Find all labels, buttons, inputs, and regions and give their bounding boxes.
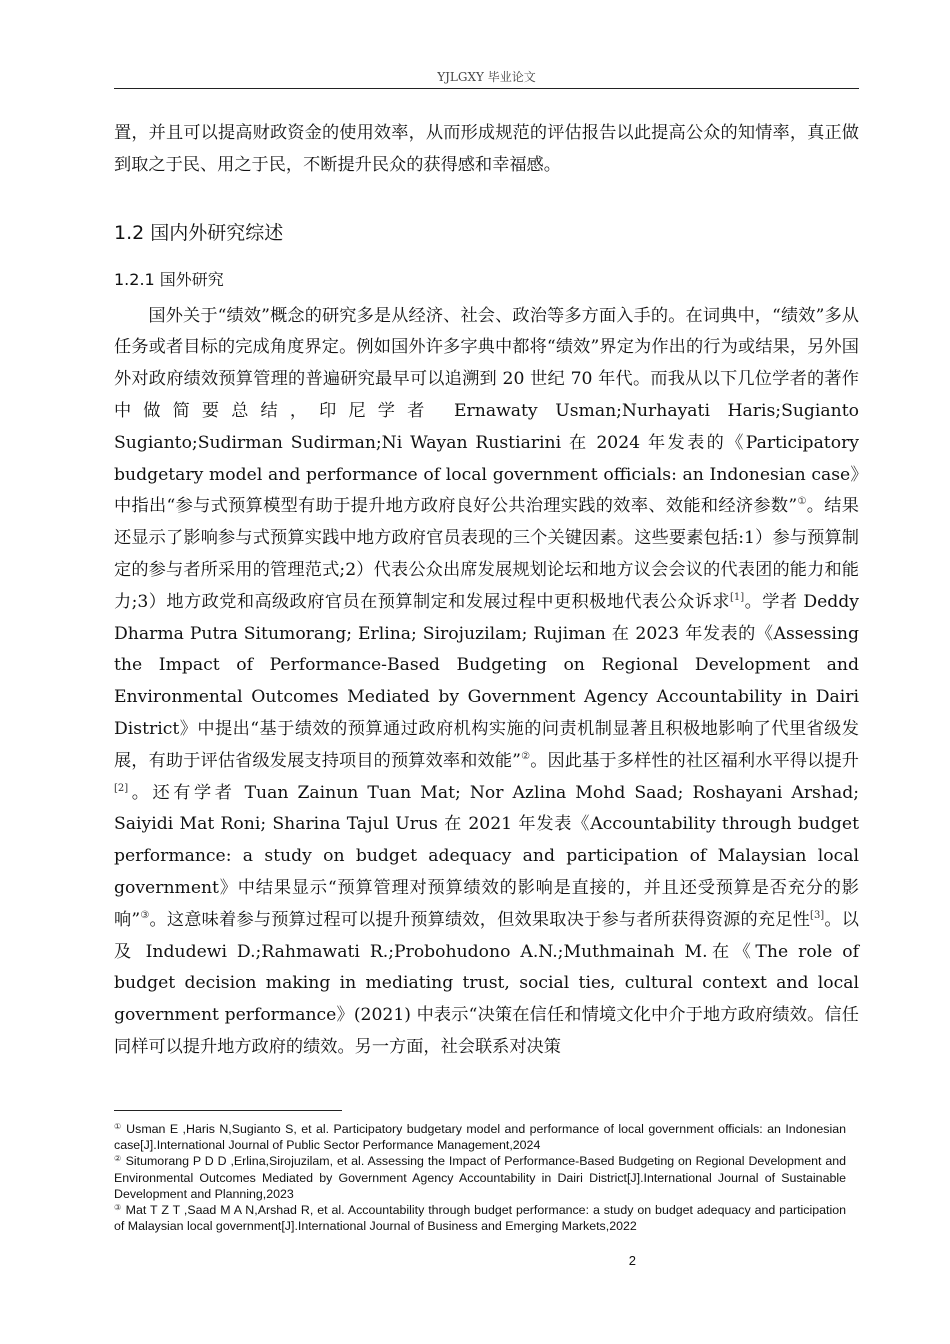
footnote-1-text: Usman E ,Haris N,Sugianto S, et al. Participatory budgetary model and performance of local government officials: an Indonesian case[J].International Journal of Public Sector Performance Management,2024: [114, 1122, 846, 1153]
footnote-mark-3: ③: [140, 909, 150, 921]
footnote-3-mark: ③: [114, 1203, 122, 1213]
footnotes: [114, 1121, 846, 1234]
text-segment-6: 。这意味着参与预算过程可以提升预算绩效，但效果取决于参与者所获得资源的充足性: [149, 909, 811, 930]
header-rule: [114, 88, 859, 89]
intro-paragraph: 置，并且可以提高财政资金的使用效率，从而形成规范的评估报告以此提高公众的知情率，真正做到取之于民、用之于民，不断提升民众的获得感和幸福感。: [114, 123, 859, 175]
footnote-separator: [114, 1110, 342, 1111]
footnote-3: [114, 1202, 846, 1234]
text-segment-1: 国外关于“绩效”概念的研究多是从经济、社会、政治等多方面入手的。在词典中，“绩效”多从任务或者目标的完成角度界定。例如国外许多字典中都将“绩效”界定为作出的行为或结果，另外国外对政府绩效预算管理的普遍研究最早可以追溯到 20 世纪 70 年代。而我从以下几位学者的著作中做简要总结，印尼学者 Ernawaty Usman;Nurhayati Haris;Sugianto Sugianto;Sudirman Sudirman;Ni Wayan Rustiarini 在 2024 年发表的《Participatory budgetary model and performance of local government officials: an Indonesian case》中指出“参与式预算模型有助于提升地方政府良好公共治理实践的效率、效能和经济参数”: [114, 305, 859, 517]
footnote-2-text: Situmorang P D D ,Erlina,Sirojuzilam, et al. Assessing the Impact of Performance-Based Budgeting on Regional Development and Environmental Outcomes Mediated by Government Agency Accountability in Dairi District[J].International Journal of Sustainable Development and Planning,2023: [114, 1154, 847, 1201]
footnote-2-mark: ②: [114, 1154, 122, 1164]
text-segment-2: 。结果还显示了影响参与式预算实践中地方政府官员表现的三个关键因素。这些要素包括:1）参与预算制定的参与者所采用的管理范式;2）代表公众出席发展规划论坛和地方议会会议的代表团的能力和能力;3）地方政党和高级政府官员在预算制定和发展过程中更积极地代表公众诉求: [114, 496, 859, 612]
footnote-1-mark: ①: [114, 1122, 123, 1131]
citation-ref-1: [1]: [730, 591, 745, 603]
footnote-mark-2: ②: [520, 750, 531, 762]
page-body: [114, 118, 859, 1064]
page-number: 2: [628, 1253, 636, 1268]
citation-ref-2: [2]: [114, 782, 129, 794]
subsection-heading: 1.2.1 国外研究: [114, 269, 224, 289]
running-header: YJLGXY 毕业论文: [437, 70, 536, 84]
text-segment-7: 。以及 Indudewi D.;Rahmawati R.;Probohudono A.N.;Muthmainah M.在《The role of budget decision making in mediating trust, social ties, cultural context and local government performance》(2021) 中表示“决策在信任和情境文化中介于地方政府绩效。信任同样可以提升地方政府的绩效。另一方面，社会联系对决策: [114, 909, 859, 1057]
footnote-1: [114, 1121, 846, 1153]
main-paragraph: [114, 301, 859, 1064]
footnote-mark-1: ①: [797, 496, 807, 508]
text-segment-4: 。因此基于多样性的社区福利水平得以提升: [530, 750, 859, 771]
citation-ref-3: [3]: [810, 909, 825, 921]
footnote-2: [114, 1153, 846, 1202]
text-segment-5: 。还有学者 Tuan Zainun Tuan Mat; Nor Azlina Mohd Saad; Roshayani Arshad; Saiyidi Mat Roni; Sharina Tajul Urus 在 2021 年发表《Accountability through budget performance: a study on budget adequacy and participation of Malaysian local government》中结果显示“预算管理对预算绩效的影响是直接的，并且还受预算是否充分的影响”: [114, 782, 859, 930]
section-heading: 1.2 国内外研究综述: [114, 221, 284, 244]
footnote-3-text: Mat T Z T ,Saad M A N,Arshad R, et al. Accountability through budget performance: a study on budget adequacy and participation of Malaysian local government[J].International Journal of Business and Emerging Markets,2022: [114, 1203, 846, 1234]
text-segment-3: 。学者 Deddy Dharma Putra Situmorang; Erlina; Sirojuzilam; Rujiman 在 2023 年发表的《Assessing the Impact of Performance-Based Budgeting on Regional Development and Environmental Outcomes Mediated by Government Agency Accountability in Dairi District》中提出“基于绩效的预算通过政府机构实施的问责机制显著且积极地影响了代里省级发展，有助于评估省级发展支持项目的预算效率和效能”: [114, 591, 859, 771]
